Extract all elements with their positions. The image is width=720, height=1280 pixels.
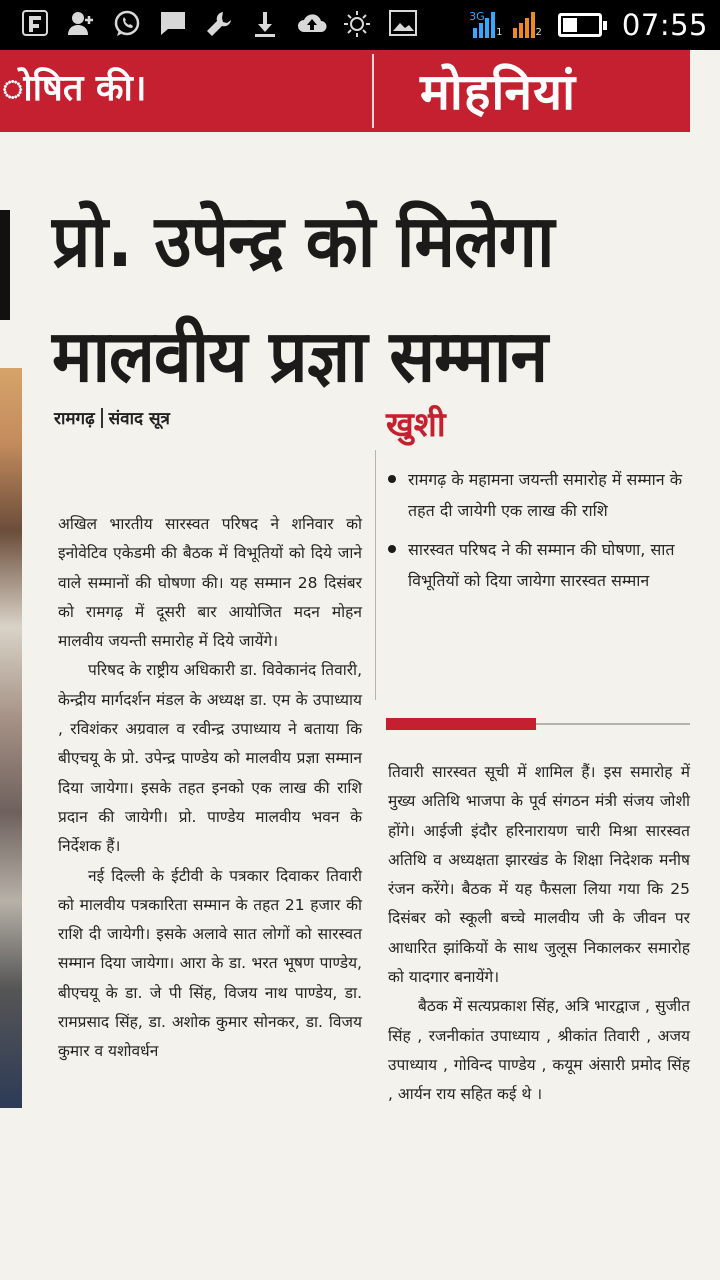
byline-place: रामगढ़ (54, 409, 95, 429)
section-rule-accent (386, 718, 536, 730)
sim1-signal (469, 10, 503, 38)
highlight-list (386, 464, 686, 604)
banner-left-text: ोषित की। (2, 68, 147, 109)
cloud-upload-icon (296, 10, 326, 40)
notification-icons (20, 8, 418, 42)
byline-separator (101, 408, 103, 428)
newspaper-page (0, 50, 720, 1280)
highlight-item (386, 534, 686, 596)
article-paragraph: अखिल भारतीय सारस्वत परिषद ने शनिवार को इनोवेटिव एकेडमी की बैठक में विभूतियों को दिये जाने वाले सम्मानों की घोषणा की। यह सम्मान 28 दिसंबर को रामगढ़ में दूसरी बार आयोजित मदन मोहन मालवीय जयन्ती समारोह में दिये जायेंगे। (58, 515, 362, 651)
flipboard-icon (20, 10, 50, 40)
whatsapp-icon (112, 10, 142, 40)
add-contact-icon (66, 10, 96, 40)
section-banner (0, 50, 690, 132)
network-type-label: 3G (469, 10, 485, 23)
banner-location-title: मोहनियां (420, 62, 577, 121)
highlight-text: रामगढ़ के महामना जयन्ती समारोह में सम्मान के तहत दी जायेगी एक लाख की राशि (408, 470, 683, 520)
system-indicators (469, 6, 708, 44)
article-paragraph: नई दिल्ली के ईटीवी के पत्रकार दिवाकर तिवारी को मालवीय पत्रकारिता सम्मान के तहत 21 हजार की राशि दी जायेगी। इसके अलावे सात लोगों को सारस्वत सम्मान दिया जायेगा। आरा के डा. भरत भूषण पाण्डेय, बीएचयू के डा. जे पी सिंह, विजय नाथ पाण्डेय, डा. रामप्रसाद सिंह, डा. अशोक कुमार सोनकर, डा. विजय कुमार व यशोवर्धन (58, 866, 362, 1061)
headline-line-2: मालवीय प्रज्ञा सम्मान (52, 314, 548, 398)
sim2-label: 2 (535, 27, 542, 38)
highlight-item (386, 464, 686, 526)
article-column-left (58, 510, 362, 1067)
status-bar (0, 0, 720, 50)
bullet-icon (388, 475, 396, 483)
image-icon (388, 10, 418, 40)
status-clock: 07:55 (621, 8, 708, 42)
sim2-signal (513, 12, 542, 38)
article-column-right (388, 758, 690, 1110)
message-icon (158, 10, 188, 40)
bullet-icon (388, 545, 396, 553)
signal-bars-icon (513, 12, 535, 38)
wrench-icon (204, 10, 234, 40)
adjacent-photo-edge (0, 368, 22, 1108)
article-paragraph: परिषद के राष्ट्रीय अधिकारी डा. विवेकानंद तिवारी, केन्द्रीय मार्गदर्शन मंडल के अध्यक्ष डा. एम के उपाध्याय , रविशंकर अग्रवाल व रवीन्द्र उपाध्याय ने बताया कि बीएचयू के प्रो. उपेन्द्र पाण्डेय को मालवीय प्रज्ञा सम्मान दिया जायेगा। इसके तहत इनको एक लाख की राशि प्रदान की जायेगी। प्रो. पाण्डेय मालवीय भवन के निर्देशक हैं। (58, 661, 362, 856)
download-icon (250, 10, 280, 40)
sim1-label: 1 (496, 27, 503, 38)
byline (54, 406, 170, 429)
byline-source: संवाद सूत्र (108, 409, 170, 429)
column-divider (375, 450, 376, 700)
highlight-heading: खुशी (386, 405, 446, 445)
article-paragraph: बैठक में सत्यप्रकाश सिंह, अत्रि भारद्वाज , सुजीत सिंह , रजनीकांत उपाध्याय , श्रीकांत तिवारी , अजय उपाध्याय , गोविन्द पाण्डेय , कयूम अंसारी प्रमोद सिंह , आर्यन राय सहित कई थे । (388, 997, 690, 1104)
brightness-icon (342, 10, 372, 40)
highlight-text: सारस्वत परिषद ने की सम्मान की घोषणा, सात विभूतियों को दिया जायेगा सारस्वत सम्मान (408, 540, 675, 590)
adjacent-article-edge (0, 210, 10, 320)
section-rule (536, 723, 690, 725)
battery-icon (558, 13, 602, 37)
article-paragraph: तिवारी सारस्वत सूची में शामिल हैं। इस समारोह में मुख्य अतिथि भाजपा के पूर्व संगठन मंत्री संजय जोशी होंगे। आईजी इंदौर हरिनारायण चारी मिश्रा सारस्वत अतिथि व अध्यक्षता झारखंड के शिक्षा निदेशक मनीष रंजन करेंगे। बैठक में यह फैसला लिया गया कि 25 दिसंबर को स्कूली बच्चे मालवीय जी के जीवन पर आधारित झांकियों के साथ जुलूस निकालकर समारोह को यादगार बनायेंगे। (388, 763, 690, 987)
banner-divider (372, 54, 374, 128)
headline-line-1: प्रो. उपेन्द्र को मिलेगा (52, 199, 554, 283)
